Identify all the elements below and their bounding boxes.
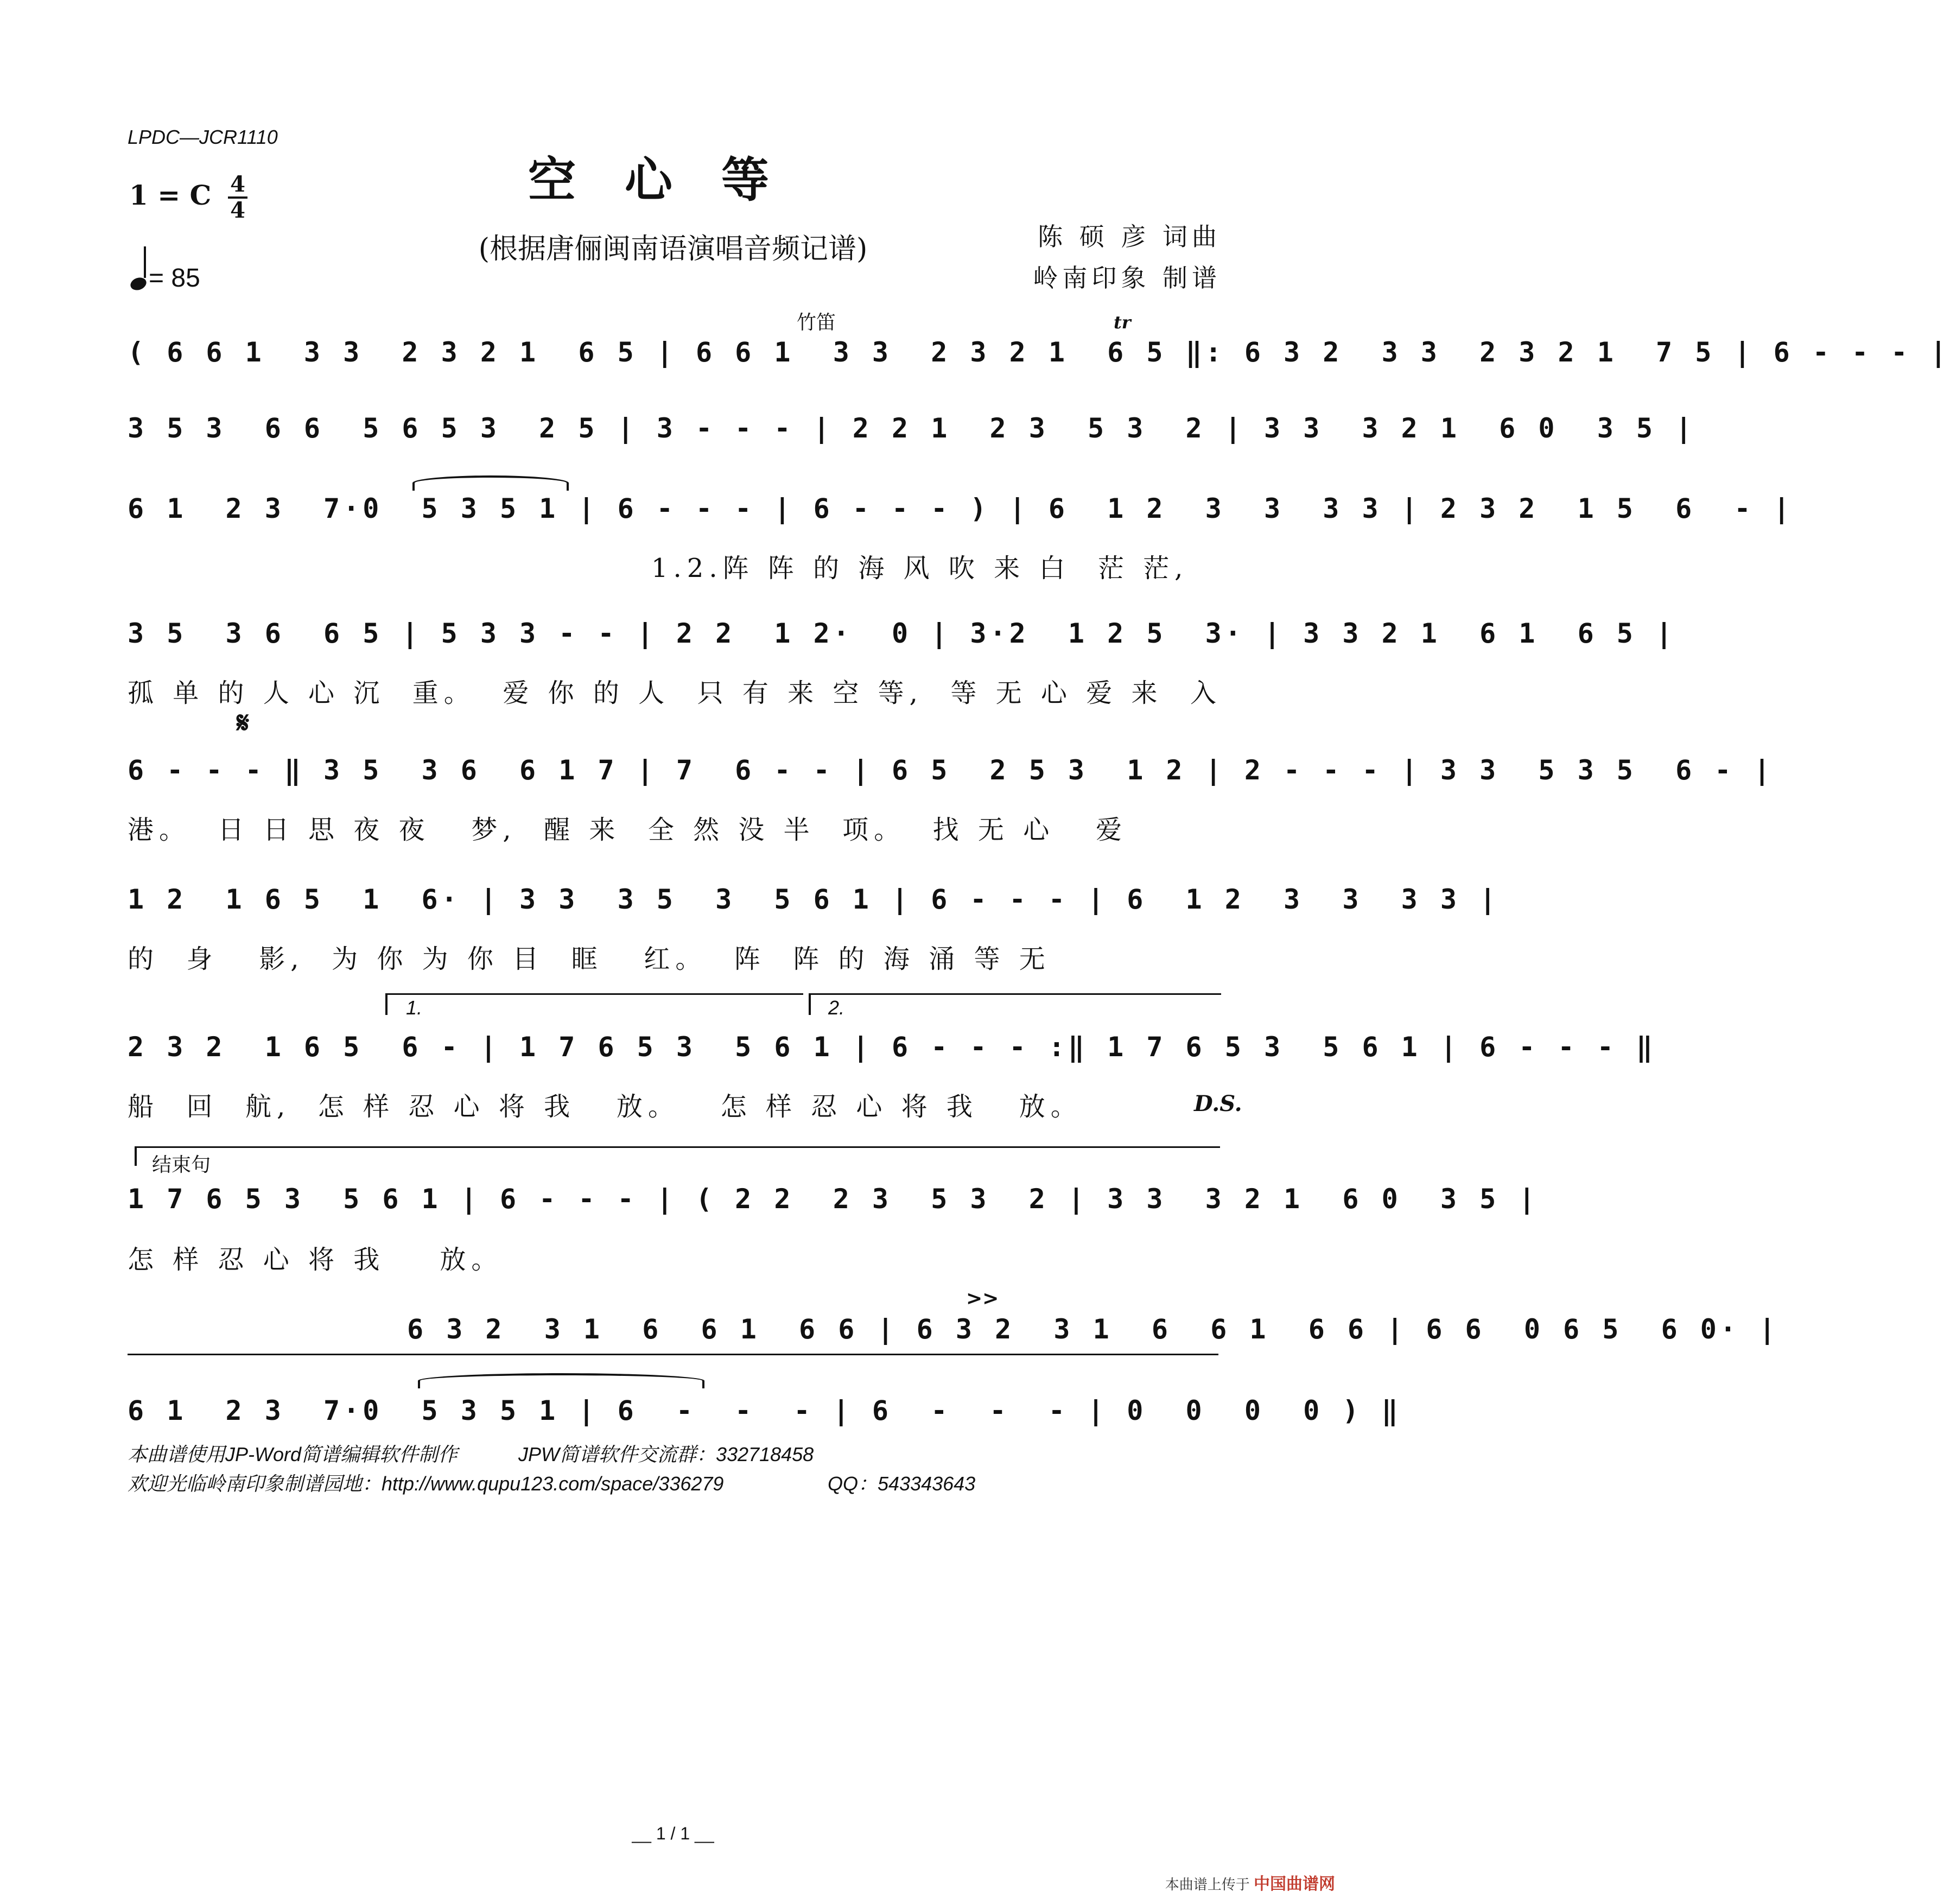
score-line-6: 1 2 1 6 5 1 6· | 3 3 3 5 3 5 6 1 | 6 - - - | 6 1 2 3 3 3 3 | bbox=[128, 884, 1500, 915]
volta-1-line bbox=[385, 993, 803, 995]
segno-sign: 𝄋 bbox=[237, 706, 250, 740]
tempo-value: = 85 bbox=[149, 264, 200, 293]
time-bottom: 4 bbox=[230, 198, 245, 223]
volta-2-line bbox=[809, 993, 1221, 995]
score-line-3: 6 1 2 3 7·0 5 3 5 1 | 6 - - - | 6 - - - ) | 6 1 2 3 3 3 3 | 2 3 2 1 5 6 - | bbox=[128, 493, 1793, 524]
instrument-label: 竹笛 bbox=[797, 311, 836, 333]
watermark-text: 本曲谱上传于 bbox=[1165, 1876, 1250, 1893]
score-code: LPDC—JCR1110 bbox=[128, 126, 278, 148]
tie-arc-final bbox=[418, 1373, 704, 1388]
lyric-line-6: 的 身 影, 为 你 为 你 目 眶 红。 阵 阵 的 海 涌 等 无 bbox=[128, 944, 1051, 974]
staff-divider bbox=[128, 1354, 1218, 1355]
lyric-line-7: 船 回 航, 怎 样 忍 心 将 我 放。 怎 样 忍 心 将 我 放。 bbox=[128, 1091, 1082, 1122]
score-line-4: 3 5 3 6 6 5 | 5 3 3 - - | 2 2 1 2· 0 | 3·2 1 2 5 3· | 3 3 2 1 6 1 6 5 | bbox=[128, 618, 1676, 649]
song-title: 空心等 bbox=[528, 151, 818, 208]
song-subtitle: (根据唐俪闽南语演唱音频记谱) bbox=[478, 233, 868, 265]
ending-label: 结束句 bbox=[152, 1153, 211, 1176]
ds-marking: D.S. bbox=[1194, 1091, 1242, 1116]
lyric-line-4: 孤 单 的 人 心 沉 重。 爱 你 的 人 只 有 来 空 等, 等 无 心 爱 来 入 bbox=[128, 678, 1222, 708]
volta-2-hook bbox=[809, 993, 811, 1015]
credit-transcriber: 岭南印象 制谱 bbox=[1033, 263, 1221, 293]
credit-lyrics-music: 陈 硕 彦 词曲 bbox=[1038, 222, 1221, 251]
lyric-line-5: 港。 日 日 思 夜 夜 梦, 醒 来 全 然 没 半 项。 找 无 心 爱 bbox=[128, 815, 1127, 845]
time-top: 4 bbox=[230, 172, 245, 197]
key-signature: 1 = C bbox=[129, 179, 212, 211]
trill-mark: tr bbox=[1114, 312, 1131, 333]
ending-bracket-line bbox=[135, 1146, 1220, 1148]
score-line-2: 3 5 3 6 6 5 6 5 3 2 5 | 3 - - - | 2 2 1 2 3 5 3 2 | 3 3 3 2 1 6 0 3 5 | bbox=[128, 412, 1695, 444]
score-line-5: 6 - - - ‖ 3 5 3 6 6 1 7 | 7 6 - - | 6 5 2 5 3 1 2 | 2 - - - | 3 3 5 3 5 6 - | bbox=[128, 754, 1774, 786]
score-line-1: ( 6 6 1 3 3 2 3 2 1 6 5 | 6 6 1 3 3 2 3 2 1 6 5 ‖: 6 3 2 3 3 2 3 2 1 7 5 | 6 - - - | bbox=[128, 337, 1950, 368]
score-line-8: 1 7 6 5 3 5 6 1 | 6 - - - | ( 2 2 2 3 5 3 2 | 3 3 3 2 1 6 0 3 5 | bbox=[128, 1183, 1539, 1215]
ending-bracket-hook bbox=[135, 1146, 137, 1166]
watermark-brand: 中国曲谱网 bbox=[1254, 1875, 1335, 1893]
score-line-10: 6 1 2 3 7·0 5 3 5 1 | 6 - - - | 6 - - - | 0 0 0 0 ) ‖ bbox=[128, 1395, 1401, 1426]
volta-1-label: 1. bbox=[406, 997, 423, 1019]
page-number: __ 1 / 1 __ bbox=[632, 1824, 714, 1843]
score-line-7: 2 3 2 1 6 5 6 - | 1 7 6 5 3 5 6 1 | 6 - - - :‖ 1 7 6 5 3 5 6 1 | 6 - - - ‖ bbox=[128, 1031, 1656, 1063]
footer-software: 本曲谱使用JP-Word简谱编辑软件制作 bbox=[128, 1443, 458, 1465]
tie-arc bbox=[412, 475, 569, 491]
lyric-line-8: 怎 样 忍 心 将 我 放。 bbox=[128, 1245, 503, 1275]
footer-qq: QQ：543343643 bbox=[828, 1473, 976, 1495]
accent-mark: >> bbox=[966, 1287, 999, 1310]
score-line-9: 6 3 2 3 1 6 6 1 6 6 | 6 3 2 3 1 6 6 1 6 6 | 6 6 0 6 5 6 0· | bbox=[407, 1313, 1779, 1345]
footer-website: 欢迎光临岭南印象制谱园地：http://www.qupu123.com/space/336279 bbox=[128, 1473, 724, 1495]
volta-2-label: 2. bbox=[828, 997, 845, 1019]
volta-1-hook bbox=[385, 993, 388, 1015]
lyric-line-3: 1.2.阵 阵 的 海 风 吹 来 白 茫 茫, bbox=[651, 553, 1189, 583]
footer-group: JPW简谱软件交流群：332718458 bbox=[518, 1443, 814, 1465]
quarter-note-icon bbox=[129, 276, 148, 293]
site-watermark bbox=[1165, 1870, 1335, 1894]
